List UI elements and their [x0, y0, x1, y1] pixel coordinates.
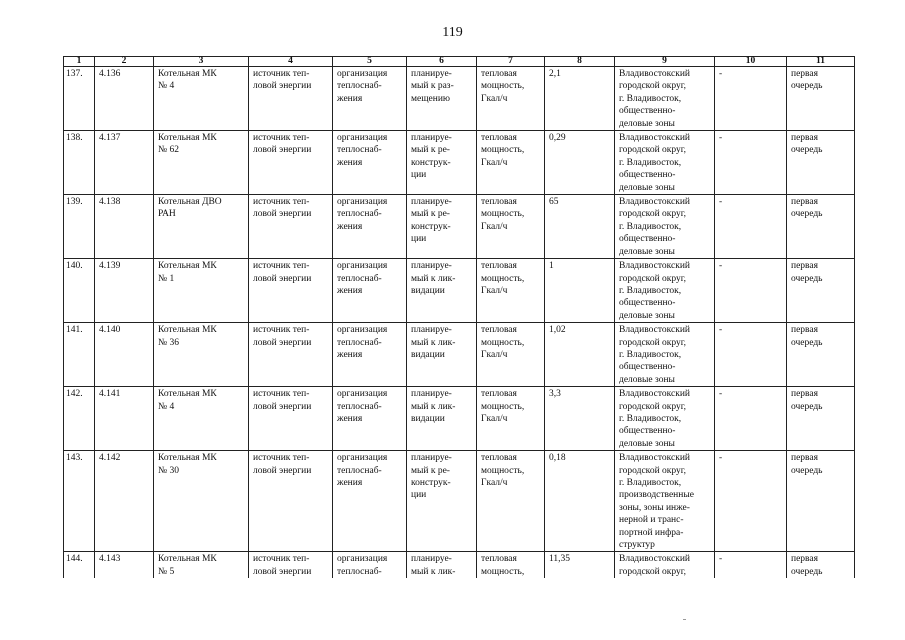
cell-text-line: структур: [619, 540, 655, 551]
cell-text-line: организация: [337, 389, 388, 400]
cell-text-line: источник теп-: [253, 133, 310, 144]
cell-text-line: Владивостокский: [619, 554, 690, 565]
cell-text-line: городской округ,: [619, 465, 686, 476]
cell-parameter-value: 2,1: [545, 67, 615, 131]
col-header-2: 2: [95, 57, 154, 67]
cell-text-line: городской округ,: [619, 145, 686, 156]
cell-object-type: [249, 131, 333, 195]
cell-stage: [787, 131, 855, 195]
cell-text-line: жения: [337, 285, 363, 296]
cell-text-line: организация: [337, 69, 388, 79]
cell-text-line: Владивостокский: [619, 133, 690, 144]
cell-text-line: планируе-: [411, 133, 452, 144]
cell-location: [615, 387, 715, 451]
cell-text-line: Гкал/ч: [481, 349, 508, 360]
cell-text-line: городской округ,: [619, 81, 686, 92]
cell-text-line: ловой энергии: [253, 337, 312, 348]
cell-text-line: планируе-: [411, 389, 452, 400]
cell-text-line: № 4: [158, 401, 175, 412]
cell-text-line: конструк-: [411, 478, 451, 488]
cell-text-line: Гкал/ч: [481, 413, 508, 424]
cell-text-line: видации: [411, 349, 445, 360]
cell-text-line: общественно-: [619, 106, 676, 117]
cell-text-line: жения: [337, 413, 363, 424]
cell-parameter-name: [477, 387, 545, 451]
cell-text-line: деловые зоны: [619, 438, 675, 449]
cell-text-line: мощность,: [481, 401, 525, 412]
cell-text-line: очередь: [791, 273, 823, 284]
cell-text-line: г. Владивосток,: [619, 413, 682, 424]
col-header-9: 9: [615, 57, 715, 67]
cell-text-line: общественно-: [619, 362, 676, 373]
cell-text-line: мощность,: [481, 273, 525, 284]
cell-planned-status: [407, 67, 477, 131]
cell-text-line: очередь: [791, 401, 823, 412]
cell-location: [615, 131, 715, 195]
cell-text-line: общественно-: [619, 234, 676, 245]
cell-text-line: г. Владивосток,: [619, 478, 682, 488]
cell-parameter-name: [477, 451, 545, 552]
cell-text-line: Котельная МК: [158, 554, 217, 565]
cell-text-line: мый к ре-: [411, 145, 450, 156]
cell-text-line: Котельная МК: [158, 69, 217, 79]
cell-text-line: организация: [337, 554, 388, 565]
cell-planned-status: [407, 195, 477, 259]
cell-text-line: Владивостокский: [619, 389, 690, 400]
table-row: [64, 195, 855, 259]
cell-planned-status: [407, 552, 477, 578]
cell-planned-status: [407, 259, 477, 323]
cell-location: [615, 195, 715, 259]
cell-object-code: 4.138: [95, 195, 154, 259]
cell-stage: [787, 323, 855, 387]
cell-text-line: первая: [791, 133, 818, 144]
cell-text-line: деловые зоны: [619, 182, 675, 193]
col-header-1: 1: [64, 57, 95, 67]
cell-text-line: теплоснаб-: [337, 465, 382, 476]
cell-text-line: видации: [411, 285, 445, 296]
data-table: [63, 56, 855, 578]
cell-text-line: первая: [791, 261, 818, 272]
cell-stage: [787, 451, 855, 552]
cell-object-code: 4.141: [95, 387, 154, 451]
cell-text-line: тепловая: [481, 554, 517, 565]
cell-text-line: Гкал/ч: [481, 221, 508, 232]
cell-text-line: г. Владивосток,: [619, 349, 682, 360]
cell-text-line: № 36: [158, 337, 179, 348]
cell-text-line: источник теп-: [253, 325, 310, 336]
cell-text-line: мощность,: [481, 337, 525, 348]
cell-text-line: первая: [791, 197, 818, 208]
cell-text-line: мощность,: [481, 81, 525, 92]
table-row: [64, 387, 855, 451]
cell-text-line: ловой энергии: [253, 209, 312, 220]
cell-text-line: деловые зоны: [619, 118, 675, 129]
cell-text-line: планируе-: [411, 554, 452, 565]
cell-text-line: видации: [411, 413, 445, 424]
cell-text-line: организация: [337, 197, 388, 208]
cell-responsible-org: [333, 259, 407, 323]
cell-responsible-org: [333, 552, 407, 578]
cell-stage: [787, 552, 855, 578]
cell-text-line: общественно-: [619, 426, 676, 437]
cell-zone-note: -: [715, 552, 787, 578]
cell-text-line: Котельная МК: [158, 389, 217, 400]
cell-text-line: мощность,: [481, 465, 525, 476]
cell-text-line: источник теп-: [253, 453, 310, 464]
col-header-10: 10: [715, 57, 787, 67]
cell-text-line: г. Владивосток,: [619, 93, 682, 104]
col-header-4: 4: [249, 57, 333, 67]
cell-text-line: источник теп-: [253, 554, 310, 565]
cell-text-line: мощность,: [481, 566, 525, 577]
cell-zone-note: -: [715, 67, 787, 131]
cell-object-name: [154, 323, 249, 387]
cell-stage: [787, 195, 855, 259]
cell-object-type: [249, 195, 333, 259]
cell-text-line: мощность,: [481, 209, 525, 220]
cell-text-line: ловой энергии: [253, 401, 312, 412]
cell-location: [615, 67, 715, 131]
cell-text-line: № 5: [158, 566, 175, 577]
cell-text-line: жения: [337, 349, 363, 360]
cell-text-line: теплоснаб-: [337, 273, 382, 284]
cell-text-line: Гкал/ч: [481, 478, 508, 488]
col-header-7: 7: [477, 57, 545, 67]
cell-row-number: 142.: [64, 387, 95, 451]
cell-parameter-value: 0,18: [545, 451, 615, 552]
cell-planned-status: [407, 323, 477, 387]
cell-text-line: очередь: [791, 145, 823, 156]
table-row: [64, 131, 855, 195]
cell-object-name: [154, 552, 249, 578]
cell-row-number: 144.: [64, 552, 95, 578]
cell-text-line: ловой энергии: [253, 273, 312, 284]
cell-responsible-org: [333, 131, 407, 195]
cell-text-line: производственные: [619, 490, 694, 501]
cell-text-line: очередь: [791, 209, 823, 220]
cell-text-line: жения: [337, 157, 363, 168]
cell-text-line: тепловая: [481, 69, 517, 79]
cell-text-line: Гкал/ч: [481, 157, 508, 168]
cell-text-line: городской округ,: [619, 337, 686, 348]
cell-text-line: теплоснаб-: [337, 145, 382, 156]
cell-location: [615, 552, 715, 578]
cell-text-line: ции: [411, 234, 427, 245]
cell-stage: [787, 259, 855, 323]
cell-text-line: № 4: [158, 81, 175, 92]
cell-text-line: организация: [337, 453, 388, 464]
cell-text-line: деловые зоны: [619, 374, 675, 385]
cell-object-type: [249, 67, 333, 131]
cell-text-line: очередь: [791, 465, 823, 476]
cell-text-line: Котельная МК: [158, 133, 217, 144]
table-row: [64, 451, 855, 552]
cell-text-line: источник теп-: [253, 261, 310, 272]
cell-text-line: первая: [791, 389, 818, 400]
cell-text-line: тепловая: [481, 197, 517, 208]
cell-object-name: [154, 131, 249, 195]
cell-object-type: [249, 259, 333, 323]
cell-object-type: [249, 451, 333, 552]
cell-text-line: теплоснаб-: [337, 81, 382, 92]
cell-object-name: [154, 67, 249, 131]
header-row: [64, 57, 855, 67]
cell-text-line: организация: [337, 325, 388, 336]
cell-object-code: 4.137: [95, 131, 154, 195]
cell-row-number: 137.: [64, 67, 95, 131]
cell-stage: [787, 387, 855, 451]
cell-text-line: Владивостокский: [619, 453, 690, 464]
cell-text-line: городской округ,: [619, 401, 686, 412]
cell-parameter-name: [477, 67, 545, 131]
cell-location: [615, 323, 715, 387]
table-row: [64, 67, 855, 131]
cell-planned-status: [407, 131, 477, 195]
cell-text-line: первая: [791, 554, 818, 565]
cell-parameter-value: 3,3: [545, 387, 615, 451]
cell-text-line: планируе-: [411, 325, 452, 336]
cell-text-line: Гкал/ч: [481, 93, 508, 104]
cell-parameter-name: [477, 323, 545, 387]
cell-responsible-org: [333, 387, 407, 451]
cell-text-line: деловые зоны: [619, 310, 675, 321]
cell-parameter-name: [477, 195, 545, 259]
cell-text-line: г. Владивосток,: [619, 285, 682, 296]
cell-parameter-value: 1: [545, 259, 615, 323]
cell-text-line: мый к ре-: [411, 465, 450, 476]
cell-text-line: конструк-: [411, 157, 451, 168]
cell-text-line: Котельная МК: [158, 325, 217, 336]
table-row: [64, 323, 855, 387]
cell-text-line: тепловая: [481, 133, 517, 144]
cell-text-line: жения: [337, 221, 363, 232]
cell-text-line: городской округ,: [619, 566, 686, 577]
cell-text-line: ции: [411, 490, 427, 501]
cell-text-line: деловые зоны: [619, 246, 675, 257]
cell-zone-note: -: [715, 131, 787, 195]
cell-parameter-name: [477, 259, 545, 323]
cell-stage: [787, 67, 855, 131]
cell-text-line: источник теп-: [253, 389, 310, 400]
cell-text-line: зоны, зоны инже-: [619, 502, 690, 513]
cell-text-line: мый к лик-: [411, 566, 456, 577]
cell-text-line: ловой энергии: [253, 566, 312, 577]
col-header-11: 11: [787, 57, 855, 67]
cell-text-line: тепловая: [481, 261, 517, 272]
cell-text-line: Владивостокский: [619, 261, 690, 272]
cell-row-number: 139.: [64, 195, 95, 259]
cell-text-line: тепловая: [481, 389, 517, 400]
cell-text-line: Котельная МК: [158, 261, 217, 272]
cell-text-line: первая: [791, 69, 818, 79]
cell-text-line: жения: [337, 93, 363, 104]
cell-zone-note: -: [715, 387, 787, 451]
cell-text-line: Владивостокский: [619, 325, 690, 336]
cell-text-line: Владивостокский: [619, 197, 690, 208]
cell-text-line: первая: [791, 325, 818, 336]
cell-text-line: № 1: [158, 273, 175, 284]
col-header-5: 5: [333, 57, 407, 67]
cell-text-line: общественно-: [619, 298, 676, 309]
cell-text-line: организация: [337, 133, 388, 144]
cell-responsible-org: [333, 195, 407, 259]
cell-text-line: теплоснаб-: [337, 337, 382, 348]
cell-text-line: мещению: [411, 93, 451, 104]
cell-text-line: ловой энергии: [253, 145, 312, 156]
cell-parameter-value: 65: [545, 195, 615, 259]
cell-text-line: планируе-: [411, 69, 452, 79]
cell-text-line: очередь: [791, 337, 823, 348]
cell-object-name: [154, 387, 249, 451]
cell-text-line: мый к ре-: [411, 209, 450, 220]
cell-location: [615, 259, 715, 323]
cell-text-line: мый к лик-: [411, 401, 456, 412]
cell-object-name: [154, 451, 249, 552]
cell-text-line: мощность,: [481, 145, 525, 156]
col-header-6: 6: [407, 57, 477, 67]
cell-row-number: 141.: [64, 323, 95, 387]
table-row: [64, 552, 855, 578]
cell-text-line: РАН: [158, 209, 176, 220]
cell-object-code: 4.136: [95, 67, 154, 131]
cell-text-line: нерной и транс-: [619, 515, 684, 526]
cell-text-line: тепловая: [481, 325, 517, 336]
cell-text-line: планируе-: [411, 197, 452, 208]
cell-text-line: портной инфра-: [619, 527, 684, 538]
cell-text-line: очередь: [791, 81, 823, 92]
cell-object-name: [154, 259, 249, 323]
cell-text-line: ции: [411, 170, 427, 181]
cell-planned-status: [407, 451, 477, 552]
cell-text-line: городской округ,: [619, 273, 686, 284]
cell-parameter-value: 1,02: [545, 323, 615, 387]
cell-text-line: мый к лик-: [411, 273, 456, 284]
cell-object-code: 4.143: [95, 552, 154, 578]
cell-text-line: Гкал/ч: [481, 285, 508, 296]
cell-location: [615, 451, 715, 552]
cell-parameter-value: 0,29: [545, 131, 615, 195]
cell-responsible-org: [333, 323, 407, 387]
cell-parameter-value: 11,35: [545, 552, 615, 578]
cell-text-line: источник теп-: [253, 69, 310, 79]
cell-text-line: очередь: [791, 566, 823, 577]
cell-parameter-name: [477, 131, 545, 195]
cell-object-code: 4.140: [95, 323, 154, 387]
cell-object-type: [249, 387, 333, 451]
cell-text-line: Котельная МК: [158, 453, 217, 464]
cell-text-line: № 62: [158, 145, 179, 156]
cell-text-line: теплоснаб-: [337, 209, 382, 220]
cell-parameter-name: [477, 552, 545, 578]
page-number: 119: [442, 25, 463, 40]
cell-text-line: мый к лик-: [411, 337, 456, 348]
cell-text-line: г. Владивосток,: [619, 157, 682, 168]
cell-row-number: 138.: [64, 131, 95, 195]
cell-text-line: общественно-: [619, 170, 676, 181]
cell-text-line: конструк-: [411, 221, 451, 232]
col-header-3: 3: [154, 57, 249, 67]
table-body: [64, 67, 855, 579]
table-row: [64, 259, 855, 323]
cell-text-line: Котельная ДВО: [158, 197, 222, 208]
cell-object-code: 4.139: [95, 259, 154, 323]
cell-responsible-org: [333, 67, 407, 131]
cell-zone-note: -: [715, 323, 787, 387]
cell-planned-status: [407, 387, 477, 451]
cell-text-line: мый к раз-: [411, 81, 454, 92]
col-header-8: 8: [545, 57, 615, 67]
cell-text-line: тепловая: [481, 453, 517, 464]
cell-text-line: организация: [337, 261, 388, 272]
cell-responsible-org: [333, 451, 407, 552]
cell-text-line: г. Владивосток,: [619, 221, 682, 232]
cell-object-name: [154, 195, 249, 259]
cell-text-line: источник теп-: [253, 197, 310, 208]
cell-zone-note: -: [715, 259, 787, 323]
cell-object-code: 4.142: [95, 451, 154, 552]
cell-text-line: ловой энергии: [253, 465, 312, 476]
cell-text-line: ловой энергии: [253, 81, 312, 92]
cell-text-line: Владивостокский: [619, 69, 690, 79]
cell-text-line: городской округ,: [619, 209, 686, 220]
cell-zone-note: -: [715, 195, 787, 259]
cell-text-line: первая: [791, 453, 818, 464]
cell-text-line: планируе-: [411, 261, 452, 272]
scan-artifact: [683, 619, 686, 620]
cell-text-line: теплоснаб-: [337, 401, 382, 412]
cell-text-line: теплоснаб-: [337, 566, 382, 577]
cell-text-line: № 30: [158, 465, 179, 476]
cell-object-type: [249, 552, 333, 578]
cell-text-line: жения: [337, 478, 363, 488]
cell-zone-note: -: [715, 451, 787, 552]
cell-object-type: [249, 323, 333, 387]
cell-text-line: планируе-: [411, 453, 452, 464]
cell-row-number: 140.: [64, 259, 95, 323]
cell-row-number: 143.: [64, 451, 95, 552]
